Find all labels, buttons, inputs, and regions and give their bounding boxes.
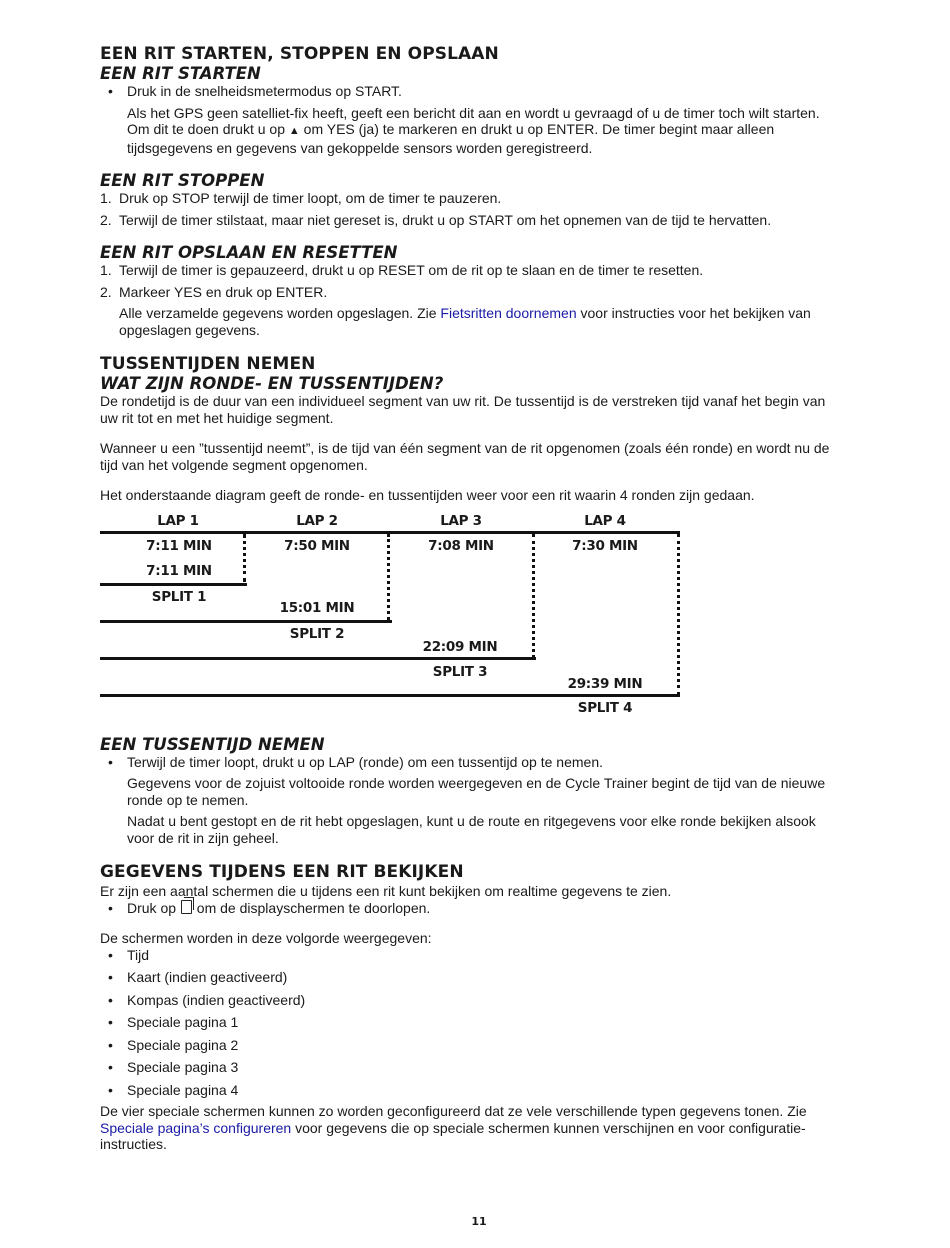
- split-time: 7:11 MIN: [146, 563, 212, 579]
- section-title-view-data: GEGEVENS TIJDENS EEN RIT BEKIJKEN: [100, 862, 464, 882]
- split-time: 22:09 MIN: [422, 639, 498, 655]
- list-item: • Druk op om de displayschermen te doorlopen.: [100, 900, 840, 917]
- split-label: SPLIT 3: [432, 664, 488, 680]
- paragraph: De schermen worden in deze volgorde weergegeven:: [100, 930, 432, 946]
- split-line: [100, 694, 680, 697]
- dotted-divider: [387, 534, 393, 620]
- list-item: 1. Druk op STOP terwijl de timer loopt, om de timer te pauzeren.: [100, 190, 502, 206]
- lap-time: 7:08 MIN: [428, 538, 494, 554]
- dotted-divider: [243, 534, 249, 582]
- list-item: • Speciale pagina 2: [100, 1037, 840, 1054]
- split-time: 29:39 MIN: [567, 676, 643, 692]
- split-label: SPLIT 2: [289, 626, 345, 642]
- list-item: • Speciale pagina 3: [100, 1059, 840, 1076]
- dotted-divider: [532, 534, 538, 658]
- lap-label: LAP 3: [440, 513, 482, 529]
- lap-label: LAP 4: [584, 513, 626, 529]
- list-item: 2. Terwijl de timer stilstaat, maar niet gereset is, drukt u op START om het opnemen van de tijd te hervatten.: [100, 211, 772, 228]
- subheading-stop-ride: EEN RIT STOPPEN: [100, 171, 265, 190]
- split-time: 15:01 MIN: [279, 600, 355, 616]
- save-list: [100, 262, 840, 300]
- paragraph: Nadat u bent gestopt en de rit hebt opgeslagen, kunt u de route en ritgegevens voor elke ronde bekijken alsook voor de rit in zijn geheel.: [127, 813, 816, 846]
- screens-list: [100, 947, 840, 1099]
- list-item: • Terwijl de timer loopt, drukt u op LAP (ronde) om een tussentijd op te nemen.: [100, 754, 840, 771]
- split-label: SPLIT 4: [577, 700, 633, 716]
- subheading-save-reset: EEN RIT OPSLAAN EN RESETTEN: [100, 243, 398, 262]
- lap-time: 7:30 MIN: [572, 538, 638, 554]
- list-item: 1. Terwijl de timer is gepauzeerd, drukt u op RESET om de rit op te slaan en de timer te resetten.: [100, 262, 704, 278]
- lap-split-diagram: [100, 510, 700, 725]
- paragraph: Gegevens voor de zojuist voltooide ronde worden weergegeven en de Cycle Trainer begint de tijd van de nieuwe ronde op te nemen.: [127, 775, 826, 808]
- paragraph: De vier speciale schermen kunnen zo worden geconfigureerd dat ze vele verschillende typen gegevens tonen. Zie Speciale pagina’s configureren voor gegevens die op speciale schermen kunnen verschijnen en voor configuratie-instructies.: [100, 1103, 807, 1152]
- up-arrow-icon: ▲: [288, 125, 300, 137]
- link-fietsritten-doornemen[interactable]: Fietsritten doornemen: [440, 305, 577, 321]
- paragraph: De rondetijd is de duur van een individueel segment van uw rit. De tussentijd is de verstreken tijd vanaf het begin van uw rit tot en met het huidige segment.: [100, 393, 826, 426]
- paragraph: Het onderstaande diagram geeft de ronde- en tussentijden weer voor een rit waarin 4 ronden zijn gedaan.: [100, 487, 755, 503]
- list-item: • Kaart (indien geactiveerd): [100, 969, 840, 986]
- split-list: [100, 754, 840, 771]
- list-item: • Speciale pagina 1: [100, 1014, 840, 1031]
- press-list: [100, 900, 840, 917]
- save-paragraph: Alle verzamelde gegevens worden opgeslagen. Zie Fietsritten doornemen voor instructies voor het bekijken van opgeslagen gegevens.: [119, 305, 811, 338]
- split-label: SPLIT 1: [151, 589, 207, 605]
- split-line: [100, 657, 536, 660]
- page-icon: [181, 900, 192, 914]
- start-list: [100, 83, 840, 100]
- link-speciale-paginas[interactable]: Speciale pagina’s configureren: [100, 1119, 292, 1136]
- split-line: [100, 620, 392, 623]
- lap-time: 7:11 MIN: [146, 538, 212, 554]
- list-item: • Speciale pagina 4: [100, 1082, 840, 1099]
- list-item: 2. Markeer YES en druk op ENTER.: [100, 283, 328, 300]
- lap-time: 7:50 MIN: [284, 538, 350, 554]
- page-number: 11: [471, 1215, 487, 1228]
- lap-label: LAP 1: [157, 513, 199, 529]
- section-title-splits: TUSSENTIJDEN NEMEN: [100, 354, 316, 374]
- section-title-start-stop-save: EEN RIT STARTEN, STOPPEN EN OPSLAAN: [100, 44, 499, 64]
- gps-paragraph: Als het GPS geen satelliet-fix heeft, geeft een bericht dit aan en wordt u gevraagd of u de timer toch wilt starten. Om dit te doen drukt u op ▲ om YES (ja) te markeren en drukt u op ENTER. De timer begint maar alleen tijdsgegevens en gegevens van gekoppelde sensors worden geregistreerd.: [127, 104, 820, 156]
- list-item: • Kompas (indien geactiveerd): [100, 992, 840, 1009]
- list-item: • Tijd: [100, 947, 840, 964]
- paragraph: Wanneer u een ”tussentijd neemt”, is de tijd van één segment van de rit opgenomen (zoals één ronde) en wordt nu de tijd van het volgende segment opgenomen.: [100, 440, 830, 473]
- list-item: • Druk in de snelheidsmetermodus op START.: [100, 83, 840, 100]
- subheading-start-ride: EEN RIT STARTEN: [100, 64, 261, 83]
- paragraph: Er zijn een aantal schermen die u tijdens een rit kunt bekijken om realtime gegevens te zien.: [100, 883, 672, 899]
- dotted-divider: [677, 534, 683, 695]
- stop-list: [100, 190, 840, 228]
- lap-label: LAP 2: [296, 513, 338, 529]
- subheading-take-split: EEN TUSSENTIJD NEMEN: [100, 734, 325, 754]
- subheading-what-are-splits: WAT ZIJN RONDE- EN TUSSENTIJDEN?: [100, 374, 444, 393]
- split-line: [100, 583, 247, 586]
